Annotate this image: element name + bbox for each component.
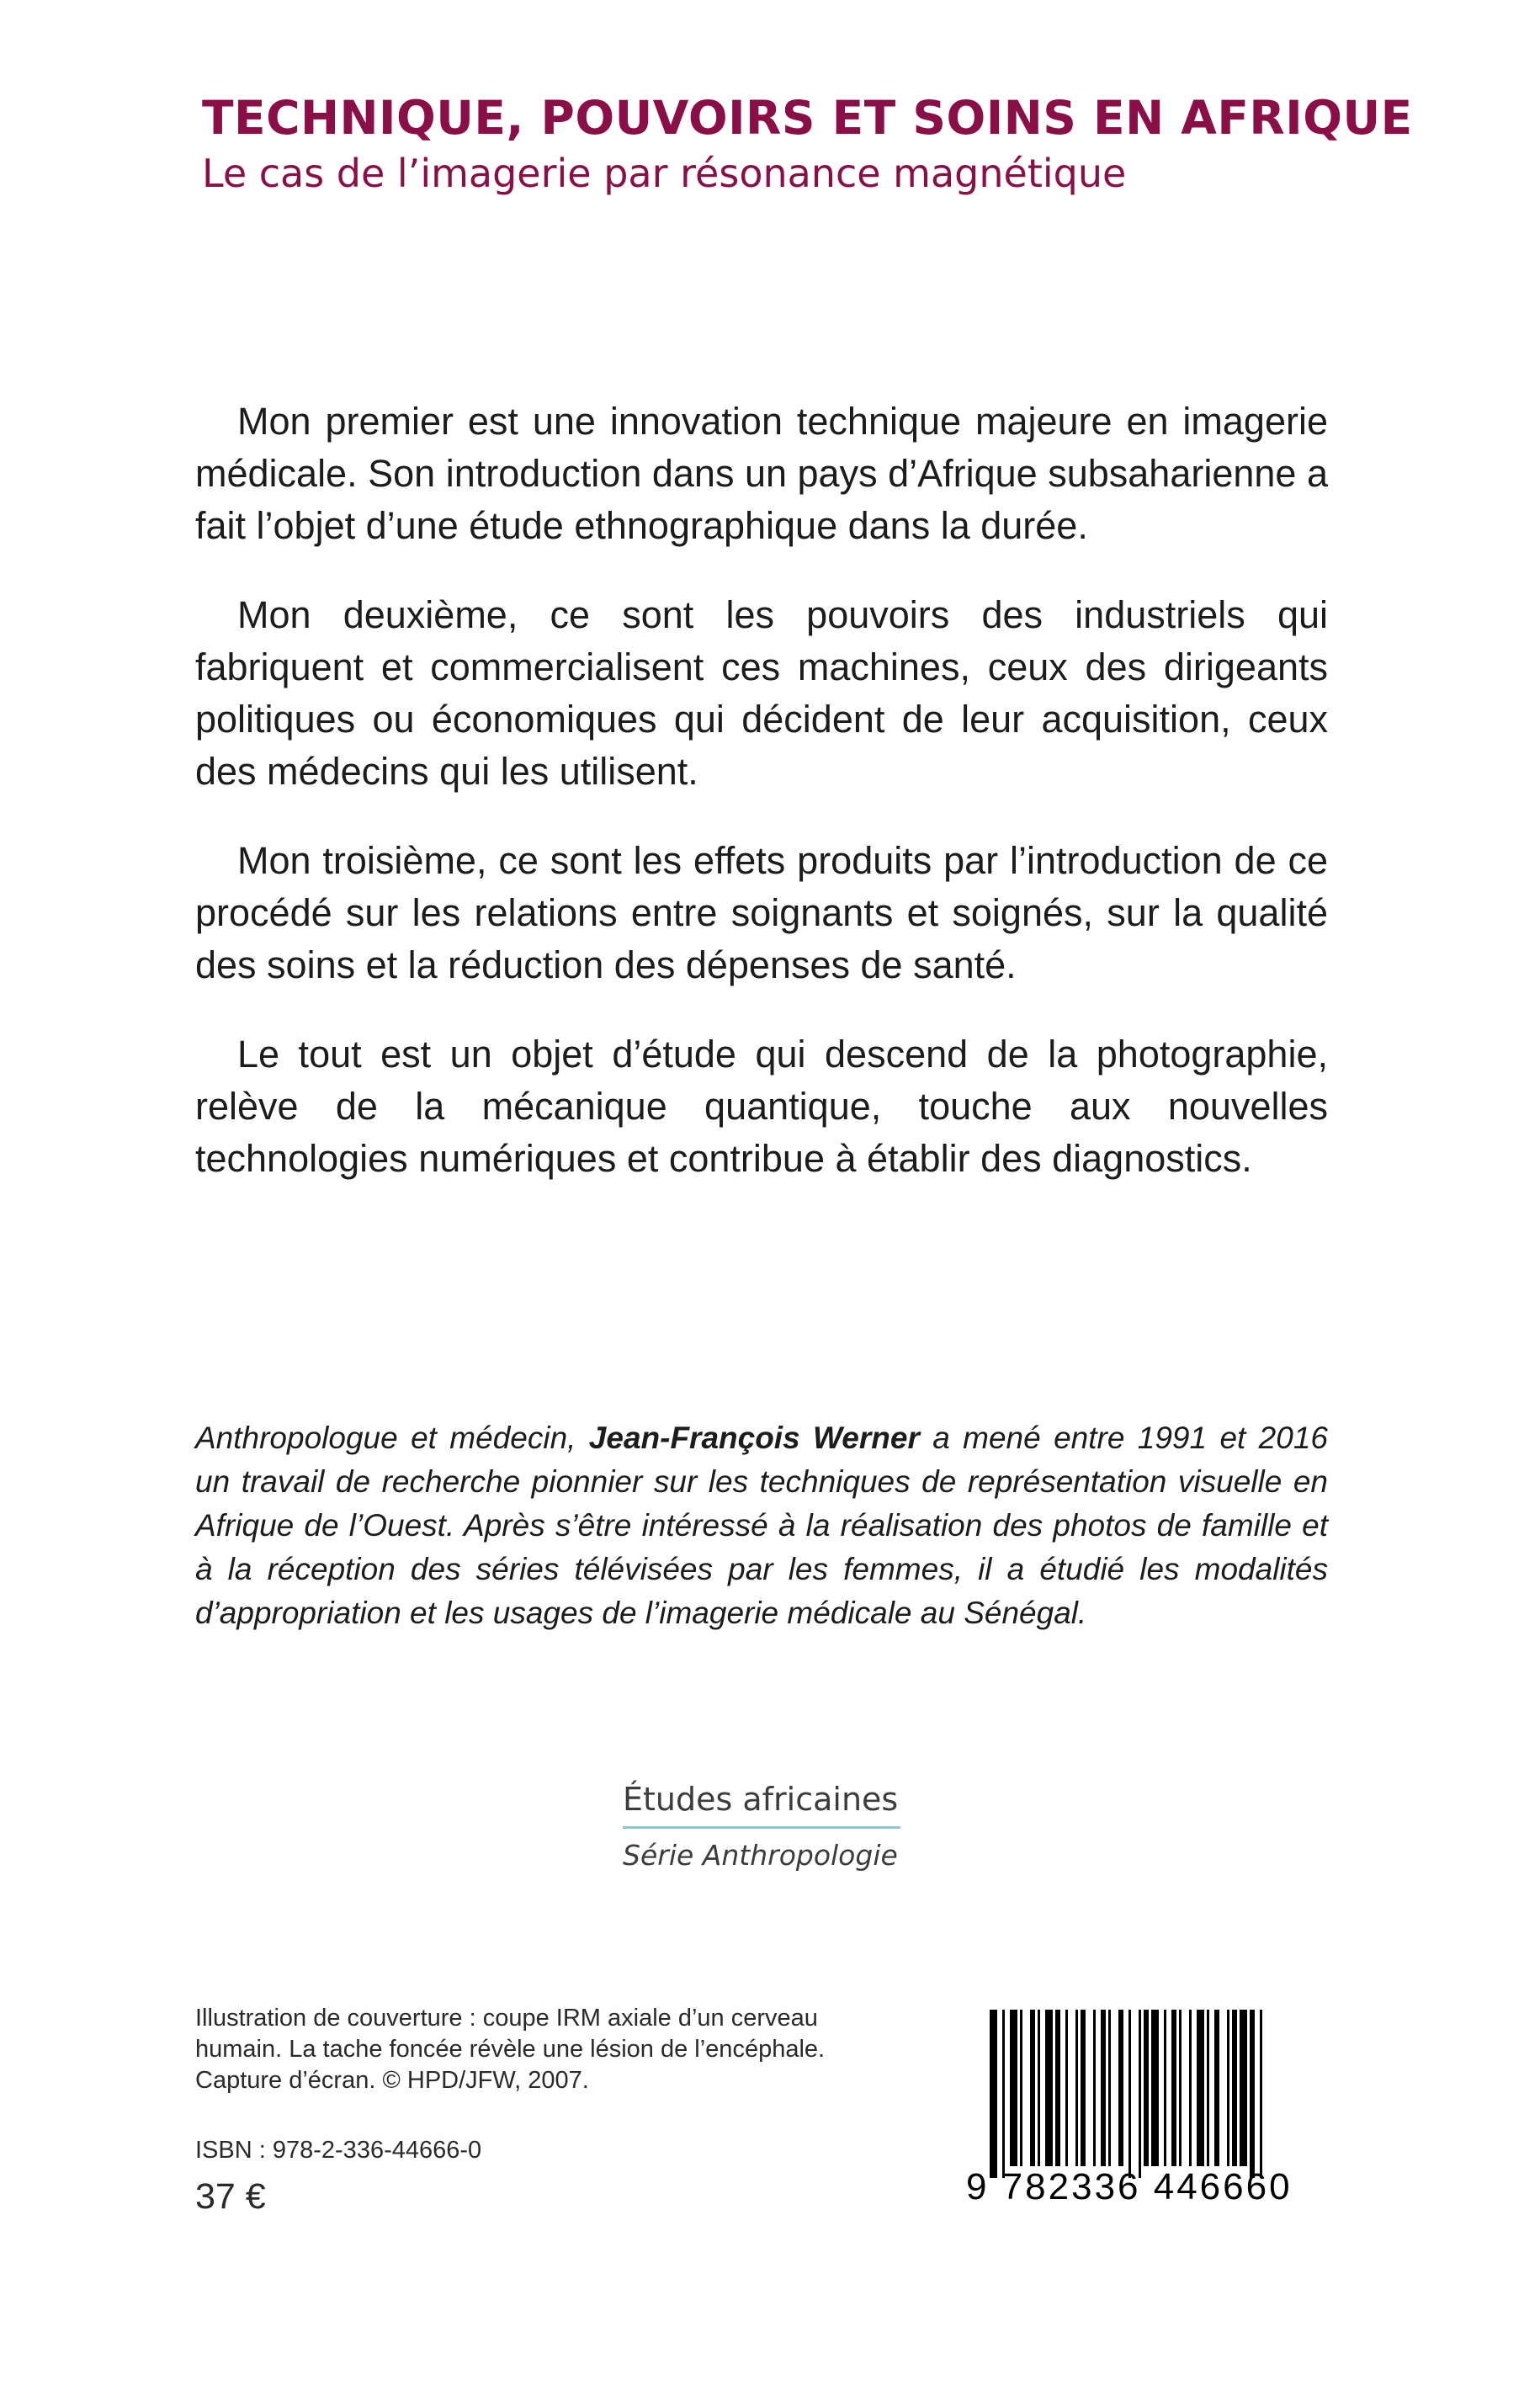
barcode-bar xyxy=(1118,2010,1123,2166)
barcode-bar xyxy=(1093,2010,1096,2166)
barcode xyxy=(966,2010,1320,2212)
barcode-bar xyxy=(1045,2010,1053,2166)
series-subtitle: Série Anthropologie xyxy=(623,1839,898,1872)
barcode-bar xyxy=(1207,2010,1209,2166)
barcode-bar xyxy=(1179,2010,1182,2166)
barcode-bar xyxy=(1171,2010,1176,2166)
barcode-bar xyxy=(1240,2010,1247,2166)
barcode-bar xyxy=(1164,2010,1166,2166)
price: 37 € xyxy=(195,2176,266,2217)
blurb-paragraph: Mon troisième, ce sont les effets produits par l’introduction de ce procédé sur les relations entre soignants et soignés, sur la qualité des soins et la réduction des dépenses de santé. xyxy=(195,839,1328,986)
barcode-bar xyxy=(1227,2010,1229,2166)
back-cover-blurb xyxy=(195,396,1328,1222)
book-subtitle: Le cas de l’imagerie par résonance magnétique xyxy=(202,151,1127,196)
barcode-bar xyxy=(1232,2010,1237,2166)
barcode-bar xyxy=(1144,2010,1149,2166)
barcode-bar xyxy=(1151,2010,1159,2166)
barcode-bar xyxy=(1065,2010,1068,2166)
barcode-bar xyxy=(1128,2010,1131,2178)
barcode-bar xyxy=(1010,2010,1017,2166)
barcode-bar xyxy=(1260,2010,1262,2178)
book-title: TECHNIQUE, POUVOIRS ET SOINS EN AFRIQUE xyxy=(202,91,1413,145)
blurb-paragraph: Mon premier est une innovation technique majeure en imagerie médicale. Son introduction dans un pays d’Afrique subsaharienne a fait l’objet d’une étude ethnographique dans la durée. xyxy=(195,400,1328,547)
cover-illustration-credit: Illustration de couverture : coupe IRM axiale d’un cerveau humain. La tache foncée révèle une lésion de l’encéphale. Capture d’écran. © HPD/JFW, 2007. xyxy=(195,2005,826,2094)
barcode-digits: 9 782336 446660 xyxy=(966,2166,1293,2207)
author-bio-intro: Anthropologue et médecin, xyxy=(195,1421,589,1455)
blurb-paragraph: Le tout est un objet d’étude qui descend de la photographie, relève de la mécanique quantique, touche aux nouvelles technologies numériques et contribue à établir des diagnostics. xyxy=(195,1033,1328,1180)
blurb-paragraph: Mon deuxième, ce sont les pouvoirs des industriels qui fabriquent et commercialisent ces machines, ceux des dirigeants politiques ou économiques qui décident de leur acquisition, ceux des médecins qui les utilisent. xyxy=(195,593,1328,793)
author-bio-text: a mené entre 1991 et 2016 un travail de recherche pionnier sur les techniques de représentation visuelle en Afrique de l’Ouest. Après s’être intéressé à la réalisation des photos de famille et à la réception des séries télévisées par les femmes, il a étudié les modalités d’appropriation et les usages de l’imagerie médicale au Sénégal. xyxy=(195,1421,1328,1630)
barcode-bar xyxy=(1081,2010,1086,2166)
barcode-bars xyxy=(966,2010,1320,2178)
barcode-bar xyxy=(1075,2010,1078,2166)
barcode-bar xyxy=(990,2010,997,2178)
author-name: Jean-François Werner xyxy=(588,1421,920,1455)
isbn: ISBN : 978-2-336-44666-0 xyxy=(195,2137,482,2164)
barcode-bar xyxy=(1101,2010,1106,2166)
barcode-bar xyxy=(1020,2010,1022,2166)
series-divider xyxy=(623,1826,900,1829)
barcode-bar xyxy=(1055,2010,1060,2166)
barcode-bar xyxy=(1139,2010,1141,2178)
barcode-bar xyxy=(1002,2010,1005,2178)
series-block xyxy=(623,1777,900,1874)
barcode-bar xyxy=(1189,2010,1192,2166)
barcode-bar xyxy=(1030,2010,1035,2166)
barcode-bar xyxy=(1214,2010,1219,2166)
barcode-bar xyxy=(1250,2010,1255,2178)
series-name: Études africaines xyxy=(623,1781,899,1818)
author-bio xyxy=(195,1416,1328,1635)
barcode-bar xyxy=(1197,2010,1204,2166)
barcode-bar xyxy=(1038,2010,1040,2166)
barcode-bar xyxy=(1108,2010,1111,2166)
